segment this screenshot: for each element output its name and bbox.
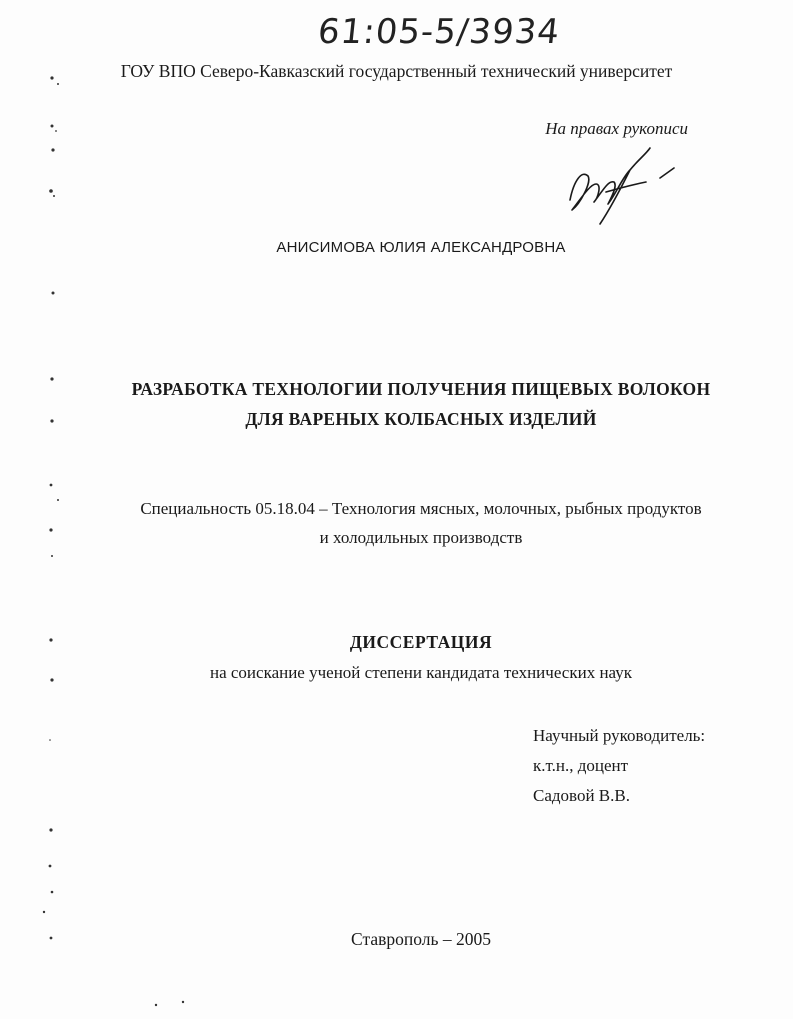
title-line-1: РАЗРАБОТКА ТЕХНОЛОГИИ ПОЛУЧЕНИЯ ПИЩЕВЫХ ВОЛОКОН bbox=[131, 379, 711, 399]
specialty-line-1: Специальность 05.18.04 – Технология мясных, молочных, рыбных продуктов bbox=[140, 499, 702, 518]
author-name: АНИСИМОВА ЮЛИЯ АЛЕКСАНДРОВНА bbox=[276, 239, 566, 256]
specialty-line-2: и холодильных производств bbox=[319, 528, 523, 547]
city-year: Ставрополь – 2005 bbox=[351, 929, 491, 949]
university-name: ГОУ ВПО Северо-Кавказский государственный технический университет bbox=[120, 61, 673, 81]
supervisor-rank: к.т.н., доцент bbox=[533, 756, 629, 775]
archive-code-handwritten: 61:05-5/3934 bbox=[315, 12, 562, 52]
supervisor-label: Научный руководитель: bbox=[533, 726, 706, 745]
degree-line: на соискание ученой степени кандидата технических наук bbox=[209, 663, 632, 682]
manuscript-rights-note: На правах рукописи bbox=[545, 119, 688, 138]
supervisor-name: Садовой В.В. bbox=[533, 786, 630, 805]
title-line-2: ДЛЯ ВАРЕНЫХ КОЛБАСНЫХ ИЗДЕЛИЙ bbox=[245, 409, 597, 429]
dissertation-label: ДИССЕРТАЦИЯ bbox=[349, 632, 493, 652]
